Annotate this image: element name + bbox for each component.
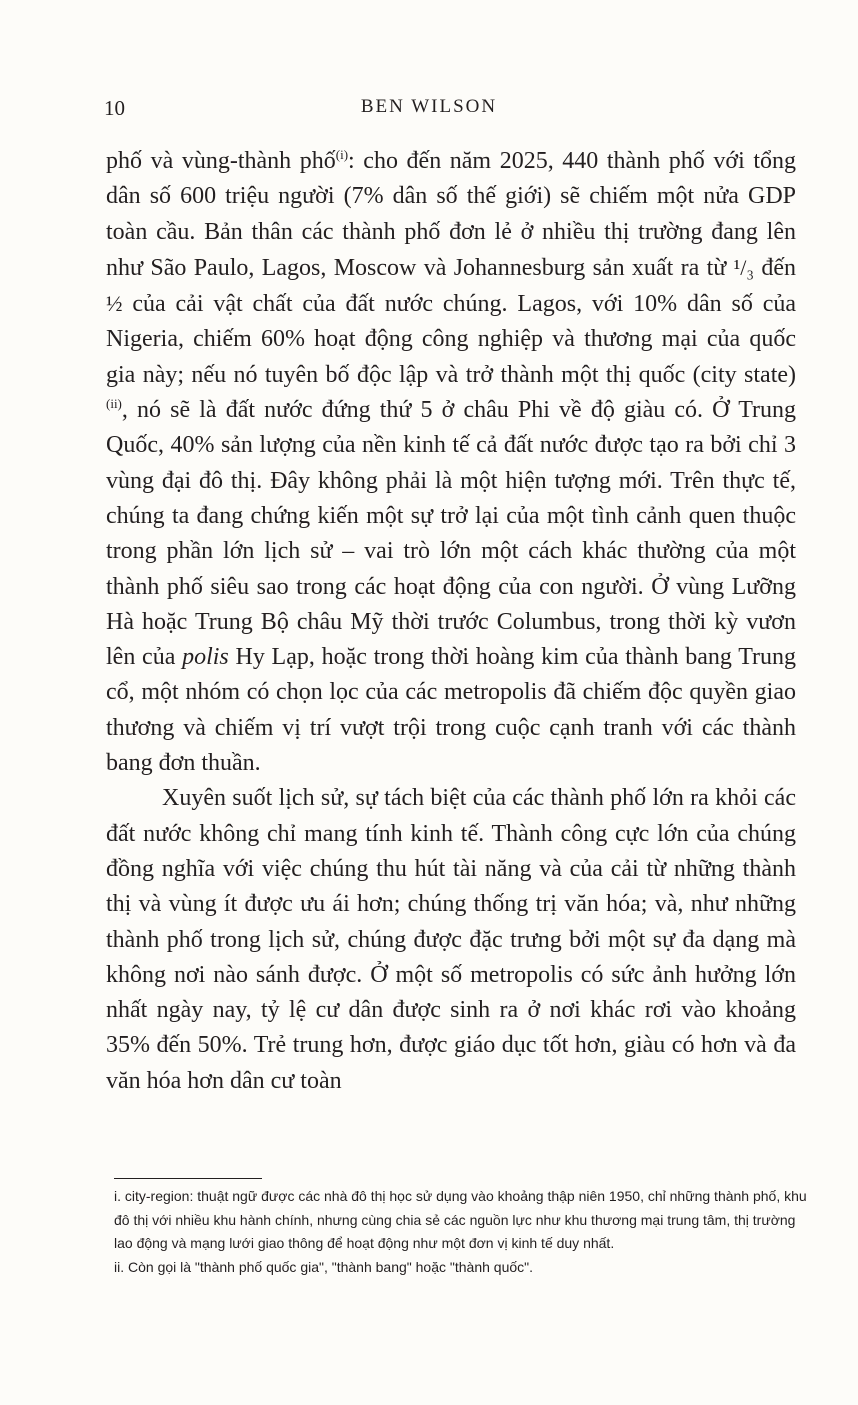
running-head-author: BEN WILSON	[360, 96, 498, 117]
text-run: Hy Lạp, hoặc trong thời hoàng kim của thành bang Trung cổ, một nhóm có chọn lọc của các metropolis đã chiếm độc quyền giao thương và chiếm vị trí vượt trội trong cuộc cạnh tranh với các thành bang đơn thuần.	[106, 644, 797, 777]
footnote-marker-ii: (ii)	[106, 396, 122, 412]
text-run: , nó sẽ là đất nước đứng thứ 5 ở châu Phi về độ giàu có. Ở Trung Quốc, 40% sản lượng của nền kinh tế cả đất nước được tạo ra bởi chỉ 3 vùng đại đô thị. Đây không phải là một hiện tượng mới. Trên thực tế, chúng ta đang chứng kiến một sự trở lại của một tình cảnh quen thuộc trong phần lớn lịch sử – vai trò lớn một cách khác thường của một thành phố siêu sao trong các hoạt động của con người. Ở vùng Lưỡng Hà hoặc Trung Bộ châu Mỹ thời trước Columbus, trong thời kỳ vươn lên của	[106, 397, 796, 671]
fraction-one-half: ½	[106, 291, 123, 317]
paragraph-1	[106, 144, 796, 781]
footnote-divider	[114, 1178, 262, 1179]
fraction-one-third: ¹/₃	[733, 254, 754, 280]
body-text	[106, 144, 796, 1099]
page-number: 10	[104, 96, 125, 120]
footnotes	[114, 1185, 810, 1279]
text-run: đến	[754, 254, 796, 281]
footnote-marker-i: (i)	[335, 147, 349, 162]
footnote-ii: ii. Còn gọi là "thành phố quốc gia", "thành bang" hoặc "thành quốc".	[114, 1258, 534, 1275]
paragraph-2: Xuyên suốt lịch sử, sự tách biệt của các thành phố lớn ra khỏi các đất nước không chỉ mang tính kinh tế. Thành công cực lớn của chúng đồng nghĩa với việc chúng thu hút tài năng và của cải từ những thành thị và vùng ít được ưu ái hơn; chúng thống trị văn hóa; và, như những thành phố trong lịch sử, chúng được đặc trưng bởi một sự đa dạng mà không nơi nào sánh được. Ở một số metropolis có sức ảnh hưởng lớn nhất ngày nay, tỷ lệ cư dân được sinh ra ở nơi khác rơi vào khoảng 35% đến 50%. Trẻ trung hơn, được giáo dục tốt hơn, giàu có hơn và đa văn hóa hơn dân cư toàn	[106, 785, 796, 1094]
text-run: phố và vùng-thành phố	[106, 148, 336, 174]
italic-term-polis: polis	[182, 644, 229, 671]
footnote-i: i. city-region: thuật ngữ được các nhà đô thị học sử dụng vào khoảng thập niên 1950, chỉ những thành phố, khu đô thị với nhiều khu hành chính, nhưng cùng chia sẻ các nguồn lực như khu thương mại trung tâm, thị trường lao động và mạng lưới giao thông để hoạt động như một đơn vị kinh tế duy nhất.	[114, 1188, 807, 1251]
text-run: của cải vật chất của đất nước chúng. Lagos, với 10% dân số của Nigeria, chiếm 60% hoạt động công nghiệp và thương mại của quốc gia này; nếu nó tuyên bố độc lập và trở thành một thị quốc (city state)	[106, 291, 796, 388]
text-run: : cho đến năm 2025, 440 thành phố với tổng dân số 600 triệu người (7% dân số thế giới) sẽ chiếm một nửa GDP toàn cầu. Bản thân các thành phố đơn lẻ ở nhiều thị trường đang lên như São Paulo, Lagos, Moscow và Johannesburg sản xuất ra từ	[106, 148, 797, 281]
